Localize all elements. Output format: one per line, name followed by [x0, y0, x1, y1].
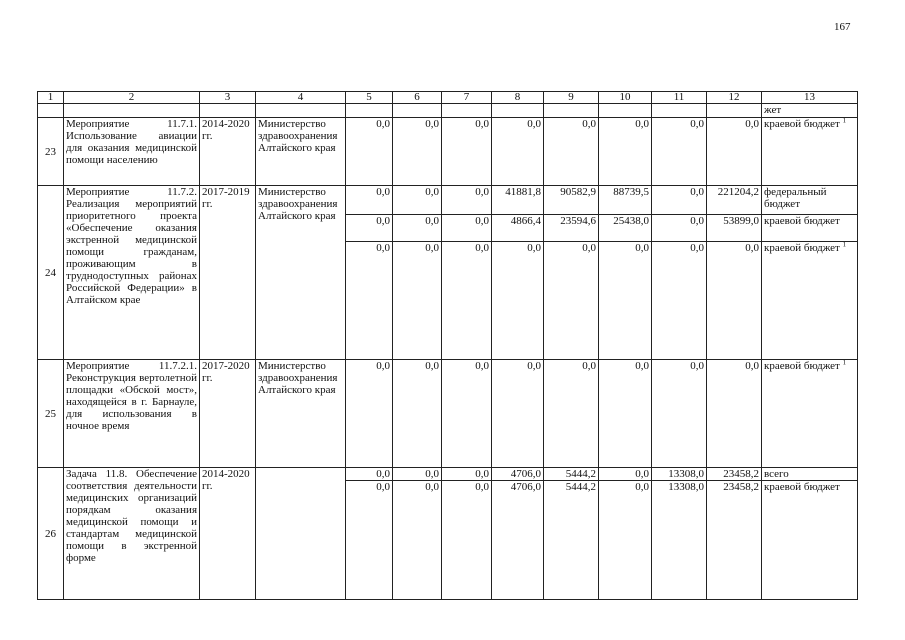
row-number: 24 [38, 186, 64, 360]
value-cell: 0,0 [346, 242, 393, 360]
value-cell: 0,0 [393, 215, 442, 242]
funding-source: краевой бюджет $^1$ [762, 242, 858, 360]
column-header: 11 [652, 92, 707, 104]
executor: Министерство здравоохранения Алтайского края [256, 360, 346, 468]
footnote-mark: 1 [842, 359, 847, 367]
value-cell: 0,0 [346, 468, 393, 481]
value-cell: 0,0 [346, 481, 393, 600]
measure-name: Мероприятие 11.7.1. Использование авиации для оказания медицинской помощи населению [64, 118, 200, 186]
value-cell: 0,0 [346, 186, 393, 215]
funding-source: всего [762, 468, 858, 481]
period: 2014-2020 гг. [200, 468, 256, 600]
value-cell: 0,0 [707, 242, 762, 360]
funding-source: краевой бюджет [762, 215, 858, 242]
value-cell: 0,0 [707, 360, 762, 468]
row-number: 25 [38, 360, 64, 468]
value-cell: 0,0 [442, 242, 492, 360]
funding-source: краевой бюджет $^1$ [762, 118, 858, 186]
column-header: 1 [38, 92, 64, 104]
value-cell: 0,0 [599, 360, 652, 468]
value-cell: 221204,2 [707, 186, 762, 215]
value-cell: 88739,5 [599, 186, 652, 215]
table-row [38, 468, 858, 481]
value-cell: 0,0 [346, 360, 393, 468]
column-header: 6 [393, 92, 442, 104]
table-row [38, 360, 858, 468]
value-cell: 5444,2 [544, 468, 599, 481]
table-row [38, 118, 858, 186]
period: 2017-2020 гг. [200, 360, 256, 468]
value-cell: 0,0 [707, 118, 762, 186]
value-cell: 23458,2 [707, 481, 762, 600]
value-cell: 0,0 [393, 481, 442, 600]
measure-name: Мероприятие 11.7.2.1. Реконструкция вертолетной площадки «Обской мост», находящейся в г. Барнауле, для использования в ночное время [64, 360, 200, 468]
page-number: 167 [834, 21, 851, 33]
column-header: 13 [762, 92, 858, 104]
value-cell: 0,0 [442, 468, 492, 481]
column-header: 5 [346, 92, 393, 104]
value-cell: 0,0 [544, 242, 599, 360]
value-cell: 0,0 [393, 186, 442, 215]
value-cell: 23458,2 [707, 468, 762, 481]
budget-table [37, 91, 858, 600]
column-header: 12 [707, 92, 762, 104]
table-row [38, 186, 858, 215]
value-cell: 13308,0 [652, 468, 707, 481]
column-header: 9 [544, 92, 599, 104]
value-cell: 0,0 [492, 118, 544, 186]
column-header: 4 [256, 92, 346, 104]
footnote-mark: 1 [842, 241, 847, 249]
value-cell: 4866,4 [492, 215, 544, 242]
value-cell: 53899,0 [707, 215, 762, 242]
footnote-mark: 1 [842, 117, 847, 125]
period: 2014-2020 гг. [200, 118, 256, 186]
value-cell: 13308,0 [652, 481, 707, 600]
column-header: 2 [64, 92, 200, 104]
continuation-row [38, 104, 858, 118]
value-cell: 0,0 [599, 481, 652, 600]
column-header-row [38, 92, 858, 104]
column-header: 7 [442, 92, 492, 104]
value-cell: 0,0 [346, 118, 393, 186]
value-cell: 0,0 [346, 215, 393, 242]
funding-source: жет [762, 104, 858, 118]
value-cell: 0,0 [442, 481, 492, 600]
value-cell: 0,0 [544, 118, 599, 186]
value-cell: 0,0 [652, 242, 707, 360]
value-cell: 25438,0 [599, 215, 652, 242]
value-cell: 0,0 [599, 118, 652, 186]
executor: Министерство здравоохранения Алтайского края [256, 186, 346, 360]
executor [256, 468, 346, 600]
value-cell: 0,0 [652, 186, 707, 215]
value-cell: 0,0 [599, 468, 652, 481]
measure-name: Мероприятие 11.7.2. Реализация мероприятий приоритетного проекта «Обеспечение оказания экстренной медицинской помощи гражданам, проживающим в труднодоступных районах Российской Федерации» в Алтайском крае [64, 186, 200, 360]
executor: Министерство здравоохранения Алтайского края [256, 118, 346, 186]
measure-name: Задача 11.8. Обеспечение соответствия деятельности медицинских организаций порядкам оказания медицинской помощи и стандартам медицинской помощи в экстренной форме [64, 468, 200, 600]
value-cell: 0,0 [652, 360, 707, 468]
column-header: 8 [492, 92, 544, 104]
value-cell: 4706,0 [492, 468, 544, 481]
funding-source: краевой бюджет $^1$ [762, 360, 858, 468]
value-cell: 0,0 [599, 242, 652, 360]
funding-source: краевой бюджет [762, 481, 858, 600]
value-cell: 0,0 [393, 468, 442, 481]
value-cell: 4706,0 [492, 481, 544, 600]
value-cell: 41881,8 [492, 186, 544, 215]
value-cell: 0,0 [393, 360, 442, 468]
value-cell: 0,0 [652, 118, 707, 186]
column-header: 3 [200, 92, 256, 104]
value-cell: 0,0 [442, 118, 492, 186]
value-cell: 0,0 [652, 215, 707, 242]
row-number: 23 [38, 118, 64, 186]
value-cell: 0,0 [544, 360, 599, 468]
row-number: 26 [38, 468, 64, 600]
value-cell: 0,0 [442, 360, 492, 468]
value-cell: 0,0 [393, 118, 442, 186]
value-cell: 0,0 [492, 360, 544, 468]
column-header: 10 [599, 92, 652, 104]
value-cell: 0,0 [442, 215, 492, 242]
value-cell: 90582,9 [544, 186, 599, 215]
value-cell: 0,0 [393, 242, 442, 360]
funding-source: федеральный бюджет [762, 186, 858, 215]
value-cell: 0,0 [492, 242, 544, 360]
value-cell: 23594,6 [544, 215, 599, 242]
period: 2017-2019 гг. [200, 186, 256, 360]
value-cell: 5444,2 [544, 481, 599, 600]
value-cell: 0,0 [442, 186, 492, 215]
